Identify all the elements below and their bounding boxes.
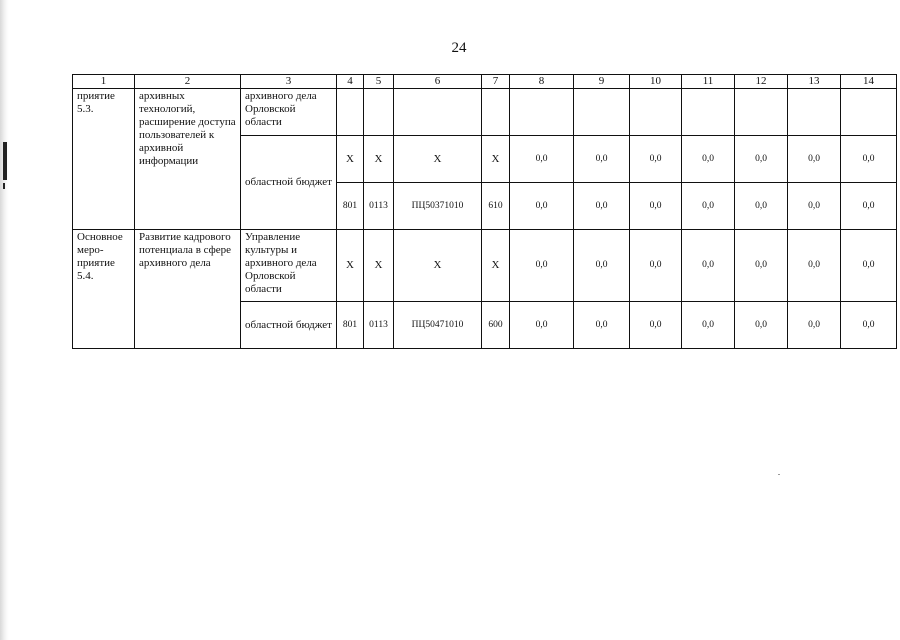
empty-cell — [630, 89, 682, 136]
empty-cell — [682, 89, 735, 136]
value-cell: 0,0 — [841, 302, 897, 349]
value-cell: 0,0 — [682, 136, 735, 183]
code-cell: 0113 — [364, 302, 394, 349]
empty-cell — [364, 89, 394, 136]
scan-mark — [3, 183, 5, 189]
code-cell: Х — [364, 230, 394, 302]
header-cell: 2 — [135, 75, 241, 89]
empty-cell — [394, 89, 482, 136]
header-cell: 3 — [241, 75, 337, 89]
value-cell: 0,0 — [630, 302, 682, 349]
header-cell: 7 — [482, 75, 510, 89]
code-cell: Х — [394, 230, 482, 302]
code-cell: ПЦ50371010 — [394, 183, 482, 230]
header-cell: 8 — [510, 75, 574, 89]
value-cell: 0,0 — [510, 136, 574, 183]
executor-cell: Управление культуры и архивного дела Орловской области — [241, 230, 337, 302]
funding-source-cell: областной бюджет — [241, 302, 337, 349]
empty-cell — [841, 89, 897, 136]
code-cell: 801 — [337, 302, 364, 349]
value-cell: 0,0 — [574, 230, 630, 302]
value-cell: 0,0 — [574, 183, 630, 230]
value-cell: 0,0 — [510, 302, 574, 349]
value-cell: 0,0 — [841, 183, 897, 230]
code-cell: Х — [482, 136, 510, 183]
measure-cell: приятие 5.3. — [73, 89, 135, 230]
value-cell: 0,0 — [630, 183, 682, 230]
value-cell: 0,0 — [788, 230, 841, 302]
header-row — [73, 75, 897, 89]
scan-mark — [3, 142, 7, 180]
table-row — [73, 230, 897, 302]
empty-cell — [735, 89, 788, 136]
header-cell: 13 — [788, 75, 841, 89]
code-cell: 600 — [482, 302, 510, 349]
measure-description-cell: архивных технологий, расширение доступа пользователей к архивной информации — [135, 89, 241, 230]
code-cell: Х — [337, 230, 364, 302]
code-cell: Х — [482, 230, 510, 302]
value-cell: 0,0 — [735, 183, 788, 230]
code-cell: 801 — [337, 183, 364, 230]
scan-speck — [778, 474, 780, 475]
page-number: 24 — [451, 40, 467, 56]
header-cell: 11 — [682, 75, 735, 89]
value-cell: 0,0 — [841, 136, 897, 183]
code-cell: 610 — [482, 183, 510, 230]
empty-cell — [574, 89, 630, 136]
value-cell: 0,0 — [510, 183, 574, 230]
empty-cell — [337, 89, 364, 136]
empty-cell — [788, 89, 841, 136]
value-cell: 0,0 — [682, 230, 735, 302]
budget-table — [72, 74, 897, 349]
header-cell: 4 — [337, 75, 364, 89]
value-cell: 0,0 — [788, 183, 841, 230]
value-cell: 0,0 — [682, 302, 735, 349]
value-cell: 0,0 — [574, 302, 630, 349]
value-cell: 0,0 — [735, 230, 788, 302]
value-cell: 0,0 — [788, 302, 841, 349]
value-cell: 0,0 — [510, 230, 574, 302]
measure-cell: Основное меро-приятие 5.4. — [73, 230, 135, 349]
value-cell: 0,0 — [735, 302, 788, 349]
code-cell: Х — [364, 136, 394, 183]
executor-cell: архивного дела Орловской области — [241, 89, 337, 136]
value-cell: 0,0 — [788, 136, 841, 183]
code-cell: Х — [394, 136, 482, 183]
header-cell: 12 — [735, 75, 788, 89]
value-cell: 0,0 — [630, 136, 682, 183]
value-cell: 0,0 — [841, 230, 897, 302]
header-cell: 9 — [574, 75, 630, 89]
header-cell: 10 — [630, 75, 682, 89]
table-row — [73, 89, 897, 136]
value-cell: 0,0 — [735, 136, 788, 183]
value-cell: 0,0 — [630, 230, 682, 302]
header-cell: 5 — [364, 75, 394, 89]
code-cell: ПЦ50471010 — [394, 302, 482, 349]
header-cell: 14 — [841, 75, 897, 89]
funding-source-cell: областной бюджет — [241, 136, 337, 230]
scan-left-edge — [0, 0, 9, 640]
code-cell: Х — [337, 136, 364, 183]
value-cell: 0,0 — [574, 136, 630, 183]
header-cell: 1 — [73, 75, 135, 89]
empty-cell — [510, 89, 574, 136]
value-cell: 0,0 — [682, 183, 735, 230]
measure-description-cell: Развитие кадрового потенциала в сфере архивного дела — [135, 230, 241, 349]
header-cell: 6 — [394, 75, 482, 89]
empty-cell — [482, 89, 510, 136]
code-cell: 0113 — [364, 183, 394, 230]
